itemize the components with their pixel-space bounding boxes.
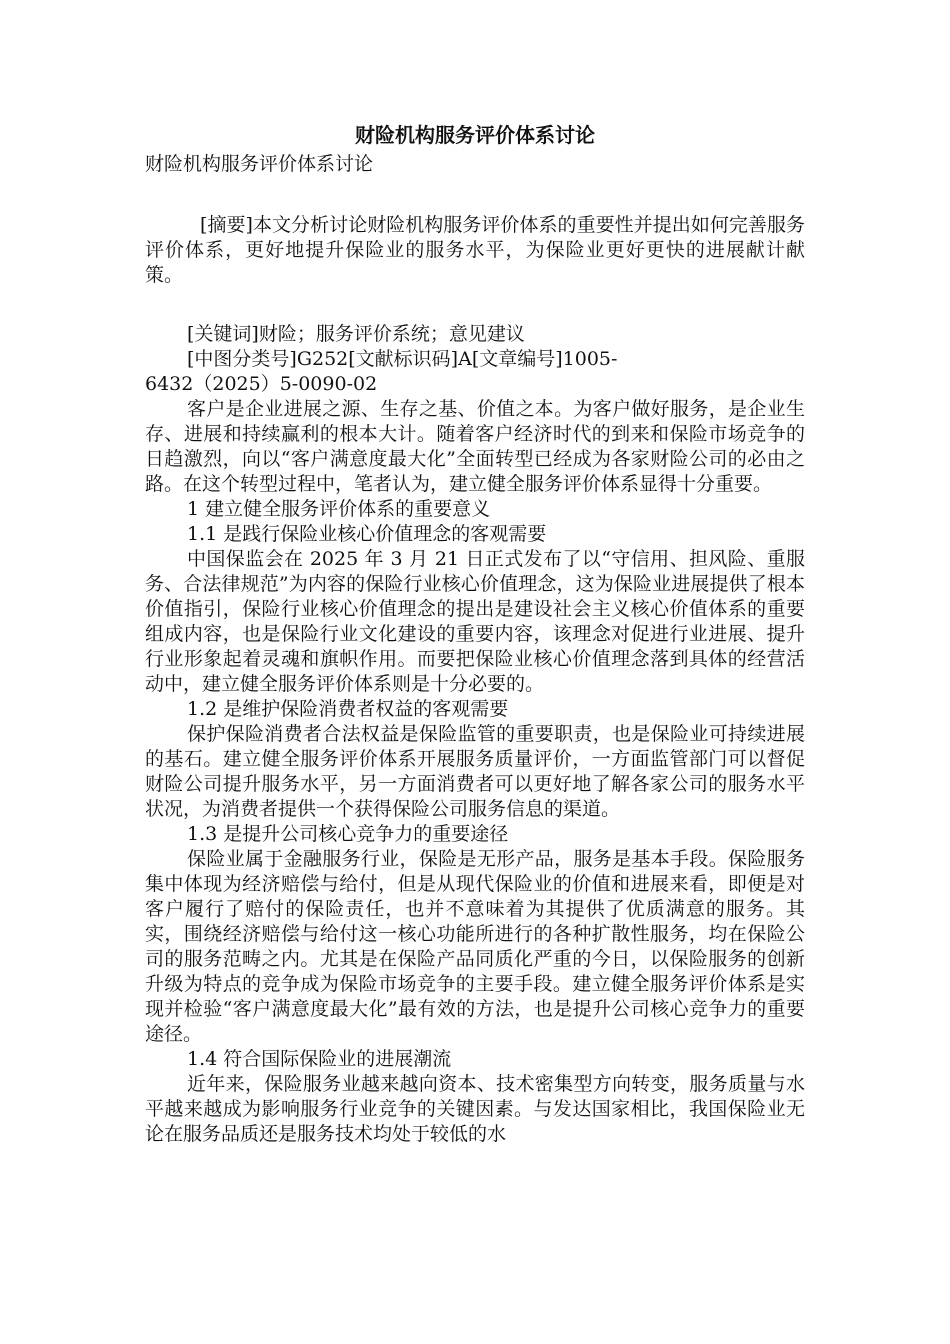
section-1-4-heading: 1.4 符合国际保险业的进展潮流 <box>187 1048 452 1070</box>
classification-line-2: 6432（2025）5-0090-02 <box>145 373 378 395</box>
section-1-1-paragraph: 中国保监会在 2025 年 3 月 21 日正式发布了以“守信用、担风险、重服务、合法律规范”为内容的保险行业核心价值理念，这为保险业进展提供了根本价值指引，保险行业核心价值理念的提出是建设社会主义核心价值体系的重要组成内容，也是保险行业文化建设的重要内容，该理念对促进行业进展、提升行业形象起着灵魂和旗帜作用。而要把保险业核心价值理念落到具体的经营活动中，建立健全服务评价体系则是十分必要的。 <box>145 548 805 695</box>
section-1-2-heading: 1.2 是维护保险消费者权益的客观需要 <box>187 698 509 720</box>
abstract-paragraph: [摘要]本文分析讨论财险机构服务评价体系的重要性并提出如何完善服务评价体系，更好地提升保险业的服务水平，为保险业更好更快的进展献计献策。 <box>145 214 805 286</box>
classification-line-1: [中图分类号]G252[文献标识码]A[文章编号]1005- <box>187 348 618 370</box>
section-1-4-paragraph: 近年来，保险服务业越来越向资本、技术密集型方向转变，服务质量与水平越来越成为影响服务行业竞争的关键因素。与发达国家相比，我国保险业无论在服务品质还是服务技术均处于较低的水 <box>145 1073 805 1145</box>
document-page <box>145 118 805 1147</box>
section-1-1-heading: 1.1 是践行保险业核心价值理念的客观需要 <box>187 523 547 545</box>
document-title: 财险机构服务评价体系讨论 <box>355 123 595 147</box>
section-1-2-paragraph: 保护保险消费者合法权益是保险监管的重要职责，也是保险业可持续进展的基石。建立健全服务评价体系开展服务质量评价，一方面监管部门可以督促财险公司提升服务水平，另一方面消费者可以更好地了解各家公司的服务水平状况，为消费者提供一个获得保险公司服务信息的渠道。 <box>145 723 805 820</box>
section-1-3-heading: 1.3 是提升公司核心竞争力的重要途径 <box>187 823 509 845</box>
document-subtitle: 财险机构服务评价体系讨论 <box>145 153 374 175</box>
section-1-3-paragraph: 保险业属于金融服务行业，保险是无形产品，服务是基本手段。保险服务集中体现为经济赔偿与给付，但是从现代保险业的价值和进展来看，即便是对客户履行了赔付的保险责任，也并不意味着为其提供了优质满意的服务。其实，围绕经济赔偿与给付这一核心功能所进行的各种扩散性服务，均在保险公司的服务范畴之内。尤其是在保险产品同质化严重的今日，以保险服务的创新升级为特点的竞争成为保险市场竞争的主要手段。建立健全服务评价体系是实现并检验“客户满意度最大化”最有效的方法，也是提升公司核心竞争力的重要途径。 <box>145 848 805 1045</box>
intro-paragraph: 客户是企业进展之源、生存之基、价值之本。为客户做好服务，是企业生存、进展和持续赢利的根本大计。随着客户经济时代的到来和保险市场竞争的日趋激烈，向以“客户满意度最大化”全面转型已经成为各家财险公司的必由之路。在这个转型过程中，笔者认为，建立健全服务评价体系显得十分重要。 <box>145 398 805 495</box>
keywords-line: [关键词]财险；服务评价系统；意见建议 <box>187 323 525 345</box>
section-1-heading: 1 建立健全服务评价体系的重要意义 <box>187 498 491 520</box>
